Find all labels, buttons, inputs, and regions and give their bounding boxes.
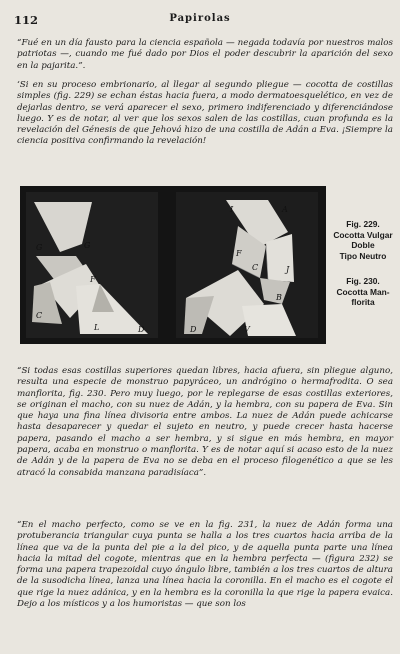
paragraph-2: ‘Si en su proceso embrionario, al llegar al segundo pliegue — cocotta de costillas simples (fig. 229) se echan éstas hacia fuera, a modo dermatoesquelético, en vez de dejarlas dentro, se verá aparecer el sexo, primero indiferenciado y diferenciándose luego. Y es de notar, al ver que los sexos salen de las costillas, cuan profunda es la revelación del Génesis de que Jehová hizo de una costilla de Adán a Eva. ¡Siempre la ciencia positiva confirmando la revelación! bbox=[17, 80, 393, 147]
paragraph-1: “Fué en un día fausto para la ciencia española — negada todavía por nuestros malos patriotas —, cuando me fué dado por Dios el poder descubrir la aparición del sexo en la pajarita.”. bbox=[17, 38, 393, 71]
page-header bbox=[14, 13, 386, 27]
caption-line: Fig. 230. bbox=[346, 276, 380, 286]
figure-letter: D bbox=[190, 325, 197, 334]
figure-letter: V bbox=[244, 325, 250, 334]
page-number: 112 bbox=[14, 13, 39, 27]
running-head: Papirolas bbox=[169, 13, 231, 24]
figure-letter: C bbox=[252, 263, 259, 272]
figure-letter: L bbox=[94, 323, 100, 332]
figure-letter: D bbox=[138, 325, 145, 334]
figure-letter: G bbox=[36, 243, 43, 252]
caption-line: florita bbox=[351, 297, 375, 307]
paragraph-4: “En el macho perfecto, como se ve en la fig. 231, la nuez de Adán forma una protuberancia triangular cuya punta se halla a los tres cuartos hacia arriba de la línea que va de la punta del pie a la del pico, y de aquella punta parte una línea hacia la mitad del cogote, mientras que en la hembra perfecta — (figura 232) se forma una papera trapezoidal cuyo ángulo libre, también a los tres cuartos de altura de la susodicha línea, lanza una línea hacia la coronilla. En el macho es el cogote el que rige la nuez adánica, y en la hembra es la coronilla la que rige la papera evaica. Dejo a los místicos y a los humoristas — que son los bbox=[17, 520, 393, 610]
paragraph-3: “Si todas esas costillas superiores quedan libres, hacia afuera, sin pliegue alguno, resulta una especie de monstruo papyráceo, un andrógino o hermafrodita. O sea manflorita, fig. 230. Pero muy luego, por le replegarse de esas costillas exteriores, se originan el macho, con su nuez de Adán, y la hembra, con su papera de Eva. Sin que haya una fina línea divisoria entre ambos. La nuez de Adán puede achicarse hasta desaparecer y quedar el sujeto en neutro, y puede crecer hasta hacerse papera, pasando el macho a ser hembra, y si sigue en más hembra, en mayor papera, acaba en monstruo o manflorita. Y es de notar aquí si acaso esto de la nuez de Adán y de la papera de Eva no se deba en el proceso filogenético a que se les atracó la consabida manzana paradisíaca”. bbox=[17, 366, 393, 478]
figure-letter: G bbox=[84, 241, 91, 250]
caption-line: Fig. 229. bbox=[346, 219, 380, 229]
figure-letter: C bbox=[36, 311, 43, 320]
caption-line: Cocotta Man- bbox=[336, 286, 390, 297]
figure-caption-230 bbox=[330, 276, 396, 308]
figure-letter: B bbox=[276, 293, 282, 302]
figure-caption-229 bbox=[330, 219, 396, 261]
figure-letter: J bbox=[286, 265, 290, 274]
figure-folded-papers bbox=[20, 186, 326, 344]
figure-letter: A bbox=[282, 205, 288, 214]
figure-letter: I bbox=[230, 205, 234, 214]
caption-line: Doble bbox=[351, 240, 375, 250]
figure-photo-cocottas bbox=[20, 186, 326, 344]
figure-letter: F bbox=[236, 249, 242, 258]
figure-letter: F bbox=[90, 275, 96, 284]
caption-line: Cocotta Vulgar bbox=[333, 229, 393, 240]
caption-line: Tipo Neutro bbox=[339, 250, 387, 261]
